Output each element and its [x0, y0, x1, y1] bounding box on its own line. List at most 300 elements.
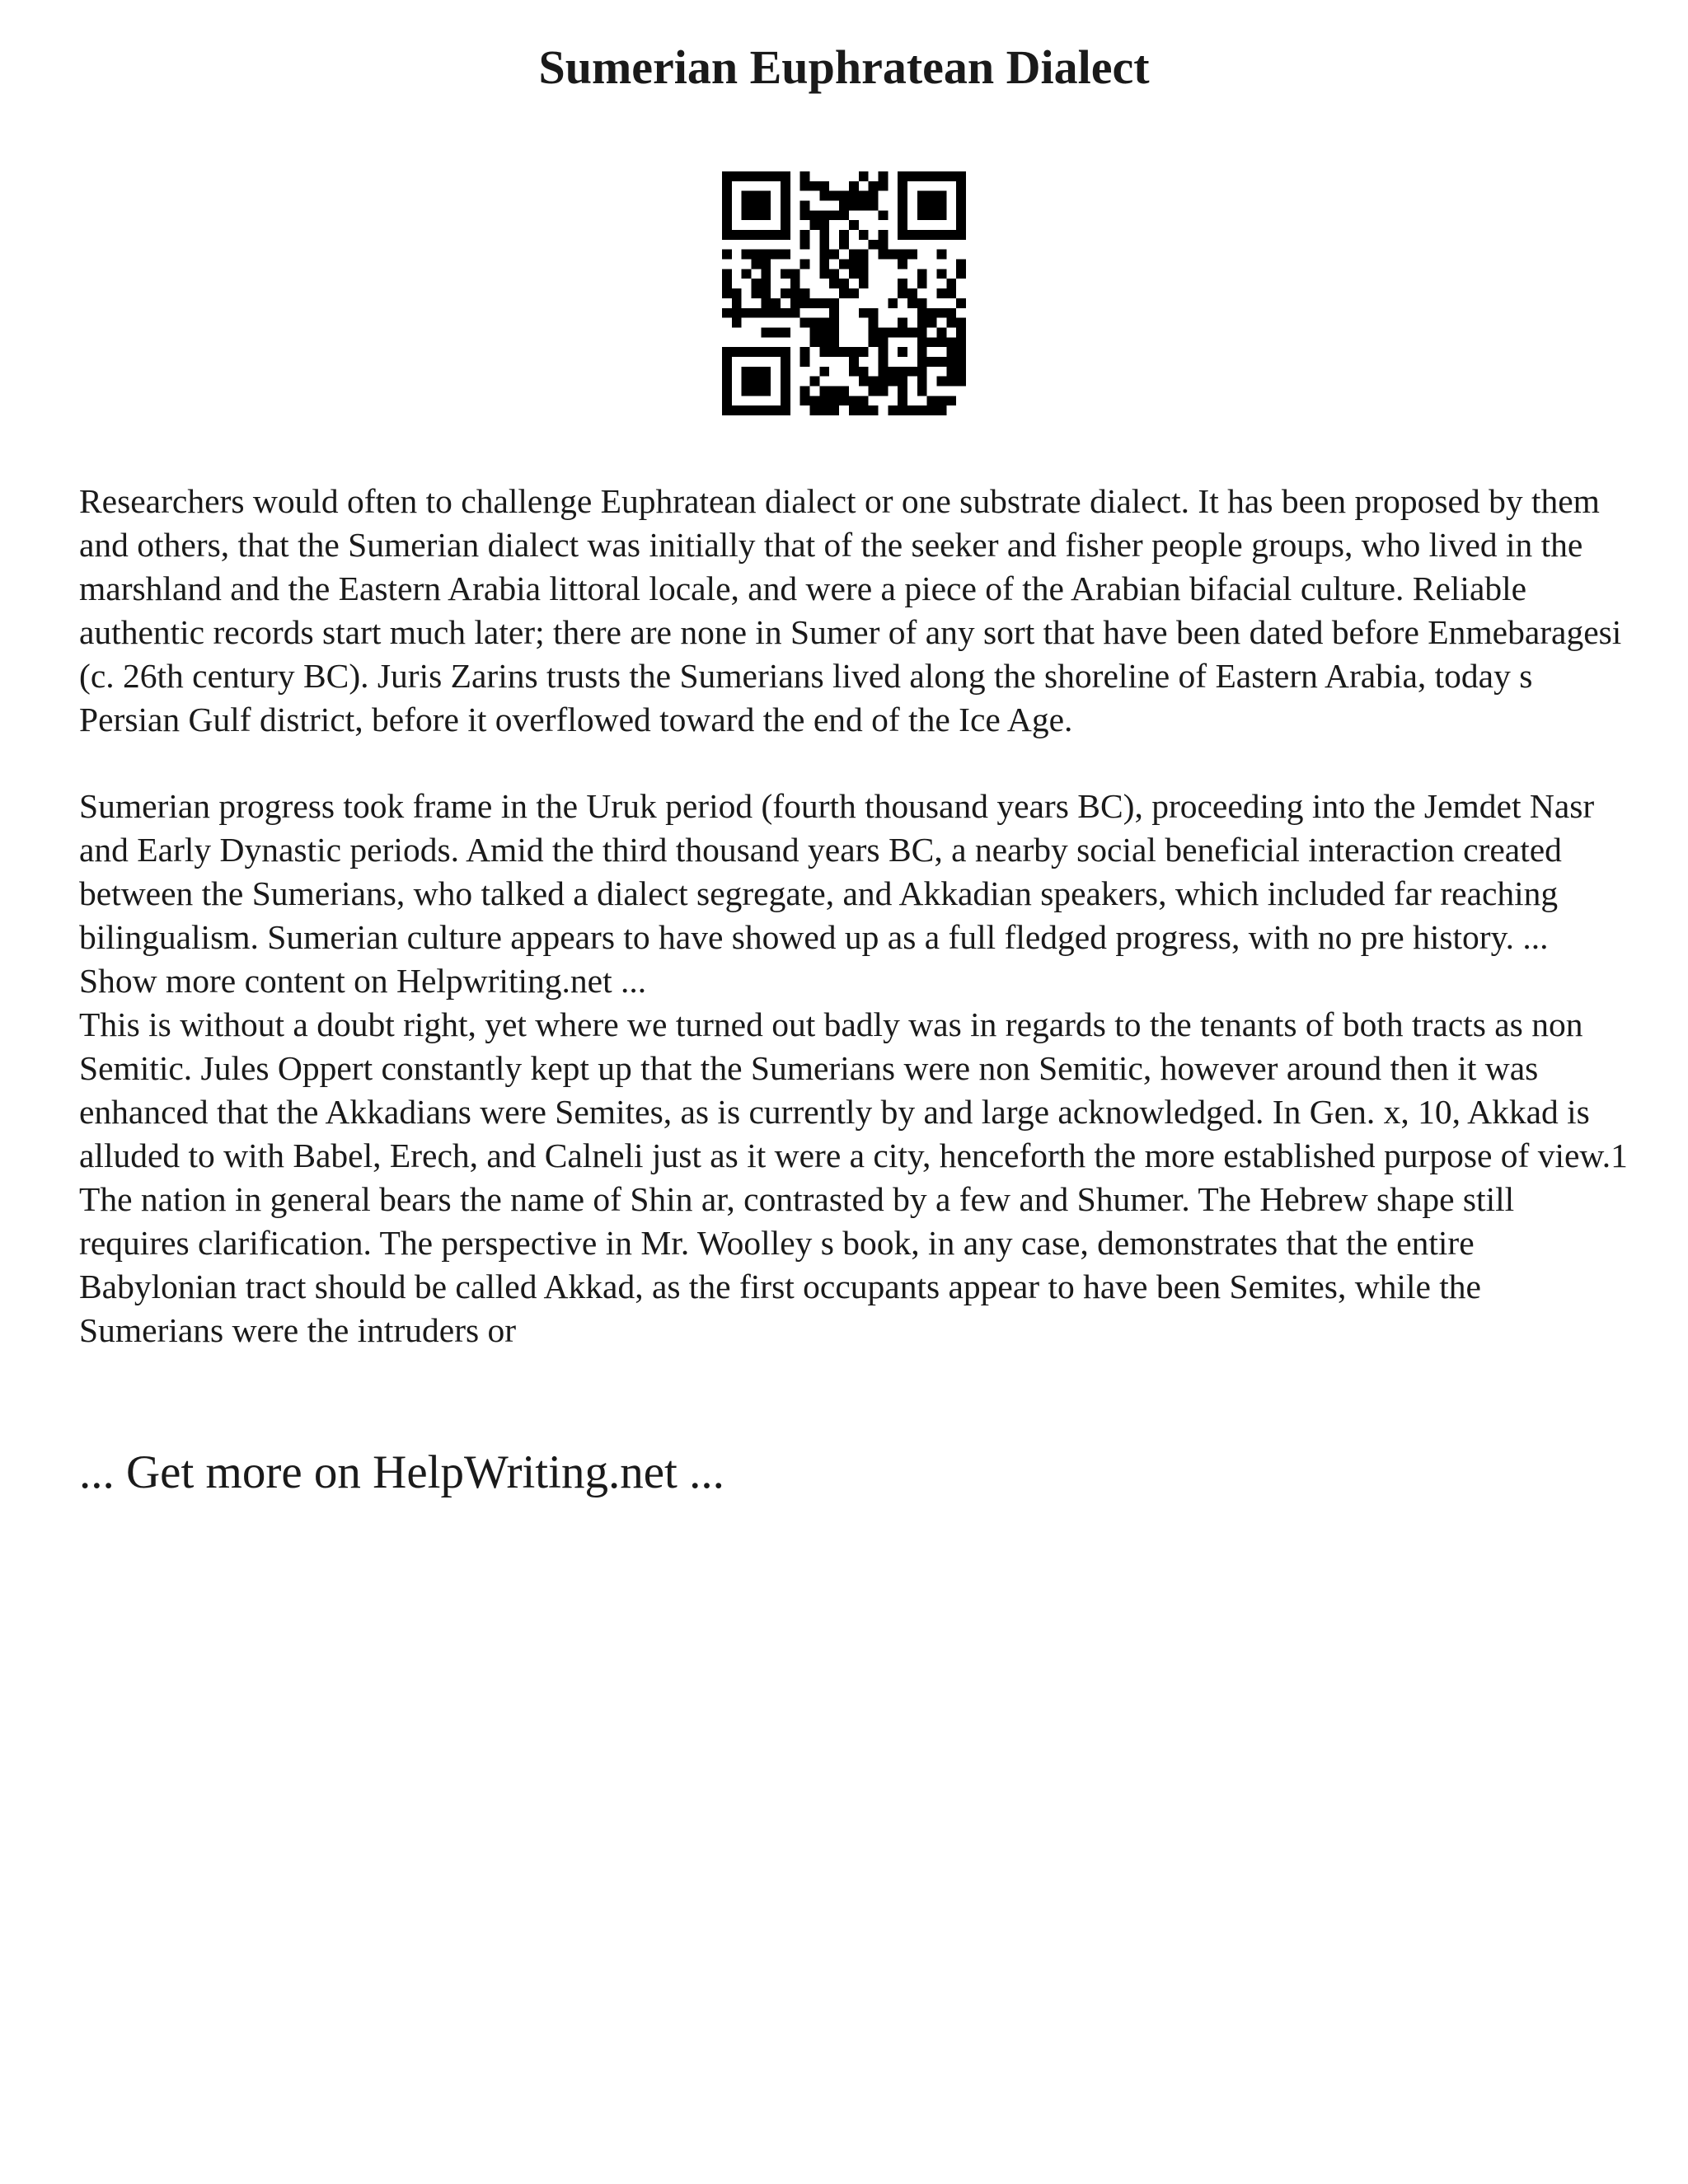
qr-module — [859, 308, 869, 318]
qr-module — [781, 396, 790, 405]
qr-module — [790, 308, 800, 318]
qr-module — [878, 386, 888, 396]
qr-module — [781, 377, 790, 387]
qr-module — [761, 386, 771, 396]
qr-module — [849, 396, 859, 405]
qr-module — [839, 260, 849, 269]
qr-module — [732, 230, 742, 240]
qr-module — [956, 230, 966, 240]
qr-module — [946, 367, 956, 377]
qr-module — [946, 337, 956, 347]
qr-module — [752, 347, 762, 357]
qr-module — [956, 298, 966, 308]
qr-module — [936, 327, 946, 337]
qr-module — [869, 240, 879, 250]
qr-module — [927, 210, 937, 220]
qr-module — [781, 367, 790, 377]
qr-module — [819, 250, 829, 260]
qr-module — [781, 230, 790, 240]
qr-module — [800, 210, 810, 220]
qr-module — [839, 347, 849, 357]
qr-module — [946, 377, 956, 387]
qr-module — [781, 201, 790, 211]
qr-module — [936, 337, 946, 347]
qr-module — [829, 308, 839, 318]
qr-module — [839, 191, 849, 201]
qr-module — [761, 405, 771, 415]
qr-module — [869, 191, 879, 201]
qr-module — [752, 201, 762, 211]
qr-module — [752, 308, 762, 318]
qr-module — [878, 327, 888, 337]
qr-module — [800, 347, 810, 357]
qr-module — [771, 298, 781, 308]
qr-module — [839, 386, 849, 396]
qr-module — [878, 347, 888, 357]
qr-module — [936, 377, 946, 387]
qr-module — [742, 269, 752, 279]
qr-module — [898, 260, 907, 269]
qr-module — [781, 269, 790, 279]
qr-module — [742, 367, 752, 377]
qr-module — [781, 347, 790, 357]
qr-module — [849, 288, 859, 298]
qr-module — [956, 220, 966, 230]
qr-module — [907, 405, 917, 415]
qr-module — [888, 298, 898, 308]
qr-module — [732, 318, 742, 328]
qr-module — [771, 230, 781, 240]
qr-module — [790, 288, 800, 298]
qr-module — [898, 386, 907, 396]
qr-module — [829, 337, 839, 347]
qr-module — [888, 250, 898, 260]
qr-module — [761, 191, 771, 201]
qr-module — [878, 181, 888, 191]
qr-module — [810, 327, 820, 337]
qr-module — [819, 181, 829, 191]
qr-module — [849, 191, 859, 201]
qr-module — [917, 230, 927, 240]
qr-module — [917, 337, 927, 347]
qr-module — [819, 367, 829, 377]
qr-module — [781, 308, 790, 318]
qr-module — [790, 279, 800, 288]
qr-module — [722, 230, 732, 240]
qr-module — [849, 347, 859, 357]
qr-module — [849, 357, 859, 367]
qr-module — [869, 308, 879, 318]
qr-module — [771, 171, 781, 181]
qr-module — [869, 377, 879, 387]
qr-module — [956, 269, 966, 279]
qr-module — [819, 347, 829, 357]
qr-module — [829, 279, 839, 288]
qr-module — [742, 347, 752, 357]
qr-module — [810, 298, 820, 308]
qr-module — [819, 405, 829, 415]
qr-module — [742, 230, 752, 240]
qr-module — [819, 327, 829, 337]
qr-module — [800, 230, 810, 240]
qr-module — [829, 347, 839, 357]
qr-module — [752, 260, 762, 269]
qr-module — [800, 201, 810, 211]
qr-module — [781, 327, 790, 337]
qr-module — [781, 171, 790, 181]
qr-module — [859, 260, 869, 269]
qr-module — [849, 260, 859, 269]
qr-module — [917, 357, 927, 367]
qr-module — [819, 386, 829, 396]
qr-module — [819, 191, 829, 201]
qr-module — [946, 279, 956, 288]
qr-module — [917, 386, 927, 396]
qr-module — [819, 220, 829, 230]
qr-module — [722, 181, 732, 191]
qr-module — [898, 327, 907, 337]
qr-module — [752, 405, 762, 415]
qr-module — [898, 377, 907, 387]
qr-module — [859, 377, 869, 387]
qr-module — [956, 318, 966, 328]
qr-module — [742, 377, 752, 387]
qr-module — [761, 210, 771, 220]
qr-module — [917, 318, 927, 328]
qr-module — [742, 250, 752, 260]
qr-module — [946, 288, 956, 298]
qr-module — [722, 171, 732, 181]
qr-module — [859, 269, 869, 279]
qr-module — [898, 230, 907, 240]
qr-module — [761, 269, 771, 279]
qr-module — [927, 191, 937, 201]
qr-module — [800, 260, 810, 269]
qr-module — [722, 308, 732, 318]
qr-module — [898, 210, 907, 220]
qr-module — [722, 367, 732, 377]
qr-module — [869, 337, 879, 347]
qr-module — [752, 279, 762, 288]
qr-module — [927, 171, 937, 181]
qr-module — [907, 288, 917, 298]
qr-module — [859, 250, 869, 260]
qr-module — [819, 396, 829, 405]
qr-module — [917, 210, 927, 220]
qr-module — [722, 210, 732, 220]
qr-module — [722, 396, 732, 405]
qr-module — [917, 377, 927, 387]
qr-module — [936, 308, 946, 318]
qr-module — [722, 279, 732, 288]
qr-module — [761, 377, 771, 387]
qr-module — [752, 210, 762, 220]
qr-module — [771, 308, 781, 318]
qr-module — [752, 250, 762, 260]
qr-module — [859, 230, 869, 240]
qr-code-icon — [722, 171, 966, 415]
qr-module — [936, 357, 946, 367]
qr-module — [878, 250, 888, 260]
qr-module — [859, 396, 869, 405]
qr-module — [936, 405, 946, 415]
qr-module — [781, 386, 790, 396]
page-title: Sumerian Euphratean Dialect — [538, 40, 1150, 94]
article-body — [79, 480, 1629, 1352]
qr-module — [761, 260, 771, 269]
qr-module — [761, 308, 771, 318]
qr-module — [829, 191, 839, 201]
qr-module — [722, 386, 732, 396]
qr-module — [878, 230, 888, 240]
qr-module — [888, 327, 898, 337]
qr-module — [936, 201, 946, 211]
qr-module — [732, 298, 742, 308]
qr-module — [917, 191, 927, 201]
qr-module — [927, 230, 937, 240]
qr-module — [722, 288, 732, 298]
qr-module — [898, 367, 907, 377]
qr-module — [742, 210, 752, 220]
paragraph-2: Sumerian progress took frame in the Uruk period (fourth thousand years BC), proceeding into the Jemdet Nasr and Early Dynastic periods. Amid the third thousand years BC, a nearby social beneficial interaction created between the Sumerians, who talked a dialect segregate, and Akkadian speakers, which included far reaching bilingualism. Sumerian culture appears to have showed up as a full fledged progress, with no pre history. ... Show more content on Helpwriting.net ... — [79, 787, 1595, 1000]
qr-module — [829, 250, 839, 260]
qr-module — [878, 357, 888, 367]
qr-module — [732, 405, 742, 415]
qr-module — [898, 288, 907, 298]
qr-module — [752, 367, 762, 377]
qr-module — [898, 347, 907, 357]
qr-module — [878, 240, 888, 250]
qr-module — [956, 337, 966, 347]
qr-module — [956, 171, 966, 181]
qr-module — [878, 210, 888, 220]
qr-module — [898, 201, 907, 211]
qr-module — [946, 171, 956, 181]
qr-module — [829, 386, 839, 396]
qr-module — [917, 327, 927, 337]
qr-module — [917, 201, 927, 211]
qr-module — [781, 250, 790, 260]
qr-module — [829, 318, 839, 328]
qr-module — [819, 230, 829, 240]
qr-module — [927, 357, 937, 367]
qr-module — [800, 181, 810, 191]
qr-module — [800, 386, 810, 396]
qr-module — [752, 386, 762, 396]
qr-module — [956, 367, 966, 377]
qr-module — [800, 240, 810, 250]
qr-module — [946, 318, 956, 328]
qr-module — [781, 405, 790, 415]
qr-module — [761, 201, 771, 211]
qr-module — [819, 260, 829, 269]
qr-module — [722, 220, 732, 230]
qr-module — [917, 298, 927, 308]
qr-module — [956, 181, 966, 191]
qr-module — [810, 210, 820, 220]
qr-module — [732, 288, 742, 298]
qr-module — [956, 201, 966, 211]
qr-module — [761, 298, 771, 308]
qr-module — [819, 210, 829, 220]
qr-module — [819, 298, 829, 308]
qr-module — [810, 396, 820, 405]
qr-module — [898, 171, 907, 181]
qr-module — [917, 347, 927, 357]
qr-module — [829, 210, 839, 220]
qr-module — [849, 367, 859, 377]
qr-module — [946, 396, 956, 405]
qr-module — [761, 250, 771, 260]
qr-module — [781, 357, 790, 367]
qr-module — [732, 171, 742, 181]
qr-module — [907, 250, 917, 260]
qr-module — [869, 201, 879, 211]
qr-module — [781, 220, 790, 230]
qr-module — [956, 347, 966, 357]
qr-module — [800, 298, 810, 308]
qr-module — [742, 191, 752, 201]
qr-module — [869, 405, 879, 415]
qr-module — [761, 288, 771, 298]
qr-module — [849, 405, 859, 415]
qr-module — [781, 288, 790, 298]
qr-module — [898, 250, 907, 260]
qr-module — [936, 396, 946, 405]
qr-module — [898, 318, 907, 328]
qr-module — [936, 288, 946, 298]
qr-module — [810, 337, 820, 347]
qr-module — [829, 327, 839, 337]
qr-module — [819, 318, 829, 328]
get-more-link[interactable]: ... Get more on HelpWriting.net ... — [79, 1446, 724, 1498]
qr-module — [771, 347, 781, 357]
qr-module — [810, 181, 820, 191]
qr-module — [839, 210, 849, 220]
qr-module — [829, 405, 839, 415]
qr-module — [761, 347, 771, 357]
qr-module — [946, 347, 956, 357]
qr-module — [742, 201, 752, 211]
qr-module — [907, 171, 917, 181]
qr-module — [819, 269, 829, 279]
qr-module — [839, 279, 849, 288]
qr-module — [752, 171, 762, 181]
qr-module — [898, 279, 907, 288]
qr-module — [849, 201, 859, 211]
qr-module — [771, 250, 781, 260]
paragraph-1: Researchers would often to challenge Euphratean dialect or one substrate dialect. It has been proposed by them and others, that the Sumerian dialect was initially that of the seeker and fisher people groups, who lived in the marshland and the Eastern Arabia littoral locale, and were a piece of the Arabian bifacial culture. Reliable authentic records start much later; there are none in Sumer of any sort that have been dated before Enmebaragesi (c. 26th century BC). Juris Zarins trusts the Sumerians lived along the shoreline of Eastern Arabia, today s Persian Gulf district, before it overflowed toward the end of the Ice Age. — [79, 482, 1622, 738]
qr-module — [761, 171, 771, 181]
qr-module — [810, 318, 820, 328]
qr-module — [722, 250, 732, 260]
qr-module — [917, 171, 927, 181]
qr-module — [927, 396, 937, 405]
qr-module — [917, 308, 927, 318]
qr-module — [946, 308, 956, 318]
qr-module — [898, 396, 907, 405]
paragraph-3: This is without a doubt right, yet where we turned out badly was in regards to the tenants of both tracts as non Semitic. Jules Oppert constantly kept up that the Sumerians were non Semitic, however around then it was enhanced that the Akkadians were Semites, as is currently by and large acknowledged. In Gen. x, 10, Akkad is alluded to with Babel, Erech, and Calneli just as it were a city, henceforth the more established purpose of view.1 The nation in general bears the name of Shin ar, contrasted by a few and Shumer. The Hebrew shape still requires clarification. The perspective in Mr. Woolley s book, in any case, demonstrates that the entire Babylonian tract should be called Akkad, as the first occupants appear to have been Semites, while the Sumerians were the intruders or — [79, 1005, 1628, 1349]
qr-module — [732, 308, 742, 318]
qr-module — [956, 327, 966, 337]
qr-module — [790, 269, 800, 279]
qr-module — [810, 377, 820, 387]
qr-module — [752, 288, 762, 298]
qr-module — [839, 240, 849, 250]
qr-module — [761, 279, 771, 288]
qr-module — [722, 405, 732, 415]
qr-module — [752, 377, 762, 387]
qr-module — [781, 210, 790, 220]
qr-module — [956, 357, 966, 367]
qr-module — [722, 191, 732, 201]
qr-module — [761, 327, 771, 337]
qr-module — [732, 347, 742, 357]
qr-module — [722, 269, 732, 279]
qr-module — [849, 269, 859, 279]
qr-module — [878, 367, 888, 377]
qr-module — [907, 367, 917, 377]
qr-module — [869, 318, 879, 328]
qr-module — [917, 405, 927, 415]
qr-module — [839, 201, 849, 211]
qr-module — [722, 377, 732, 387]
qr-module — [946, 357, 956, 367]
qr-module — [956, 260, 966, 269]
qr-module — [878, 337, 888, 347]
qr-module — [869, 386, 879, 396]
qr-module — [829, 298, 839, 308]
qr-module — [888, 377, 898, 387]
qr-module — [859, 201, 869, 211]
qr-module — [859, 347, 869, 357]
qr-module — [907, 327, 917, 337]
qr-module — [829, 396, 839, 405]
qr-module — [859, 171, 869, 181]
qr-module — [722, 201, 732, 211]
qr-module — [917, 367, 927, 377]
qr-module — [800, 357, 810, 367]
qr-module — [869, 327, 879, 337]
qr-module — [946, 230, 956, 240]
qr-module — [810, 220, 820, 230]
qr-module — [781, 181, 790, 191]
qr-module — [917, 269, 927, 279]
qr-module — [839, 396, 849, 405]
qr-module — [790, 298, 800, 308]
qr-module — [936, 171, 946, 181]
qr-module — [936, 230, 946, 240]
qr-module — [859, 367, 869, 377]
qr-module — [888, 405, 898, 415]
qr-module — [742, 308, 752, 318]
qr-module — [927, 337, 937, 347]
qr-module — [742, 171, 752, 181]
qr-module — [907, 230, 917, 240]
qr-module — [819, 240, 829, 250]
qr-module — [722, 347, 732, 357]
qr-module — [839, 288, 849, 298]
qr-module — [888, 367, 898, 377]
qr-module — [898, 220, 907, 230]
qr-module — [742, 386, 752, 396]
qr-module — [878, 377, 888, 387]
qr-module — [781, 191, 790, 201]
qr-module — [849, 220, 859, 230]
qr-module — [869, 181, 879, 191]
qr-module — [927, 308, 937, 318]
qr-module — [898, 191, 907, 201]
